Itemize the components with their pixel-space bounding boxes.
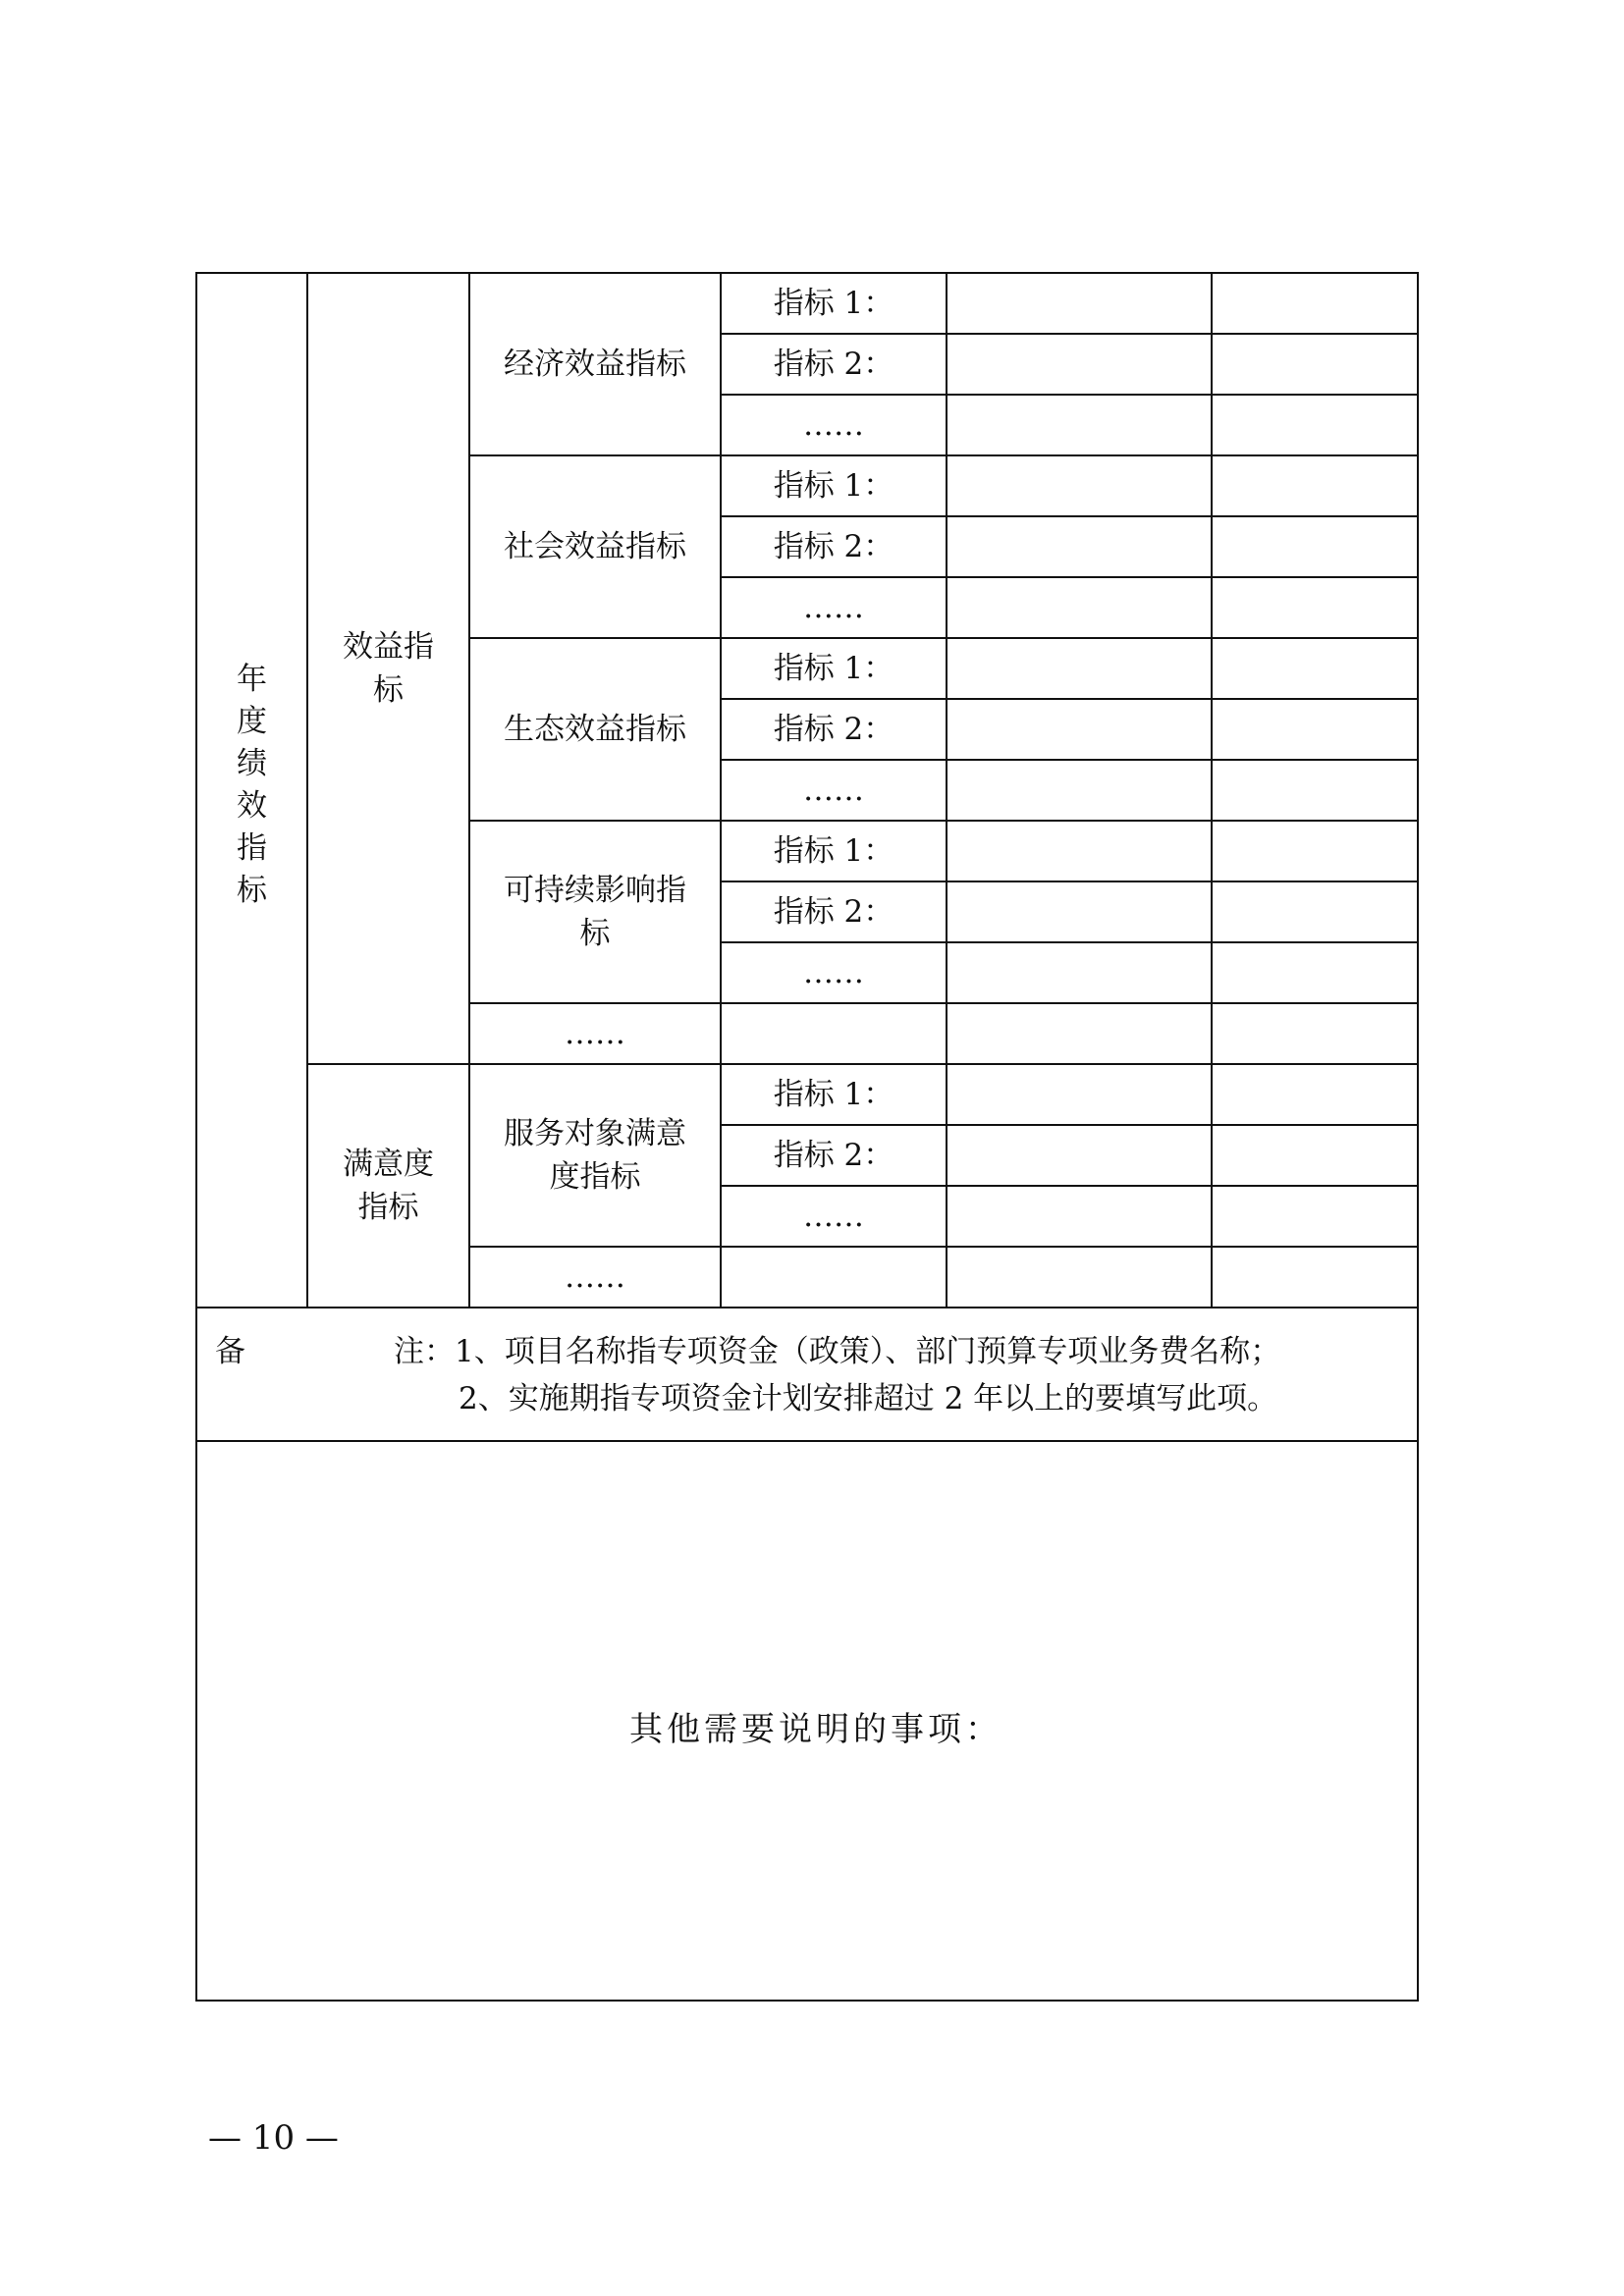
notes-line-1: 注：1、项目名称指专项资金（政策）、部门预算专项业务费名称； bbox=[394, 1334, 1281, 1369]
indicator-group-name: 社会效益指标 bbox=[469, 455, 721, 638]
indicator-value-cell[interactable] bbox=[947, 1003, 1212, 1064]
indicator-target-cell[interactable] bbox=[1212, 881, 1418, 942]
indicator-value-cell[interactable] bbox=[947, 638, 1212, 699]
satisfaction-category-label: 满意度指标 bbox=[307, 1064, 469, 1308]
indicator-value-cell[interactable] bbox=[947, 334, 1212, 395]
indicator-label: 指标 2： bbox=[721, 699, 947, 760]
other-items-title: 其他需要说明的事项： bbox=[629, 1710, 1002, 1749]
indicator-value-cell[interactable] bbox=[947, 1247, 1212, 1308]
indicator-target-cell[interactable] bbox=[1212, 1125, 1418, 1186]
indicator-label: 指标 2： bbox=[721, 334, 947, 395]
notes-row bbox=[196, 1308, 1418, 1441]
indicator-value-cell[interactable] bbox=[947, 760, 1212, 821]
indicator-group-name: 生态效益指标 bbox=[469, 638, 721, 821]
indicator-target-cell[interactable] bbox=[1212, 638, 1418, 699]
other-items-row bbox=[196, 1441, 1418, 2001]
indicator-value-cell[interactable] bbox=[947, 516, 1212, 577]
indicator-label: 指标 1： bbox=[721, 1064, 947, 1125]
indicator-value-cell[interactable] bbox=[947, 273, 1212, 334]
indicator-target-cell[interactable] bbox=[1212, 699, 1418, 760]
indicator-group-name: 经济效益指标 bbox=[469, 273, 721, 455]
indicator-label: 指标 1： bbox=[721, 273, 947, 334]
notes-cell bbox=[196, 1308, 1418, 1441]
indicator-value-cell[interactable] bbox=[947, 1125, 1212, 1186]
benefit-category-label: 效益指标 bbox=[307, 273, 469, 1064]
indicator-target-cell[interactable] bbox=[1212, 760, 1418, 821]
section-label bbox=[196, 273, 307, 1308]
table-row bbox=[196, 273, 1418, 334]
indicator-target-cell[interactable] bbox=[1212, 821, 1418, 881]
indicator-target-cell[interactable] bbox=[1212, 455, 1418, 516]
indicator-form bbox=[195, 272, 1417, 2002]
notes-label: 备 bbox=[215, 1334, 245, 1369]
other-items-cell[interactable] bbox=[196, 1441, 1418, 2001]
indicator-label: 指标 1： bbox=[721, 638, 947, 699]
indicator-value-cell[interactable] bbox=[947, 821, 1212, 881]
indicator-target-cell[interactable] bbox=[1212, 273, 1418, 334]
section-label-text: 年度绩效指标 bbox=[237, 662, 267, 908]
indicator-label: …… bbox=[721, 1186, 947, 1247]
indicator-value-cell[interactable] bbox=[947, 881, 1212, 942]
indicator-value-cell[interactable] bbox=[947, 455, 1212, 516]
performance-indicator-table bbox=[195, 272, 1419, 2002]
page-number: — 10 — bbox=[208, 2118, 339, 2158]
indicator-group-more: …… bbox=[469, 1247, 721, 1308]
indicator-group-name: 服务对象满意度指标 bbox=[469, 1064, 721, 1247]
indicator-target-cell[interactable] bbox=[1212, 1003, 1418, 1064]
indicator-label: …… bbox=[721, 395, 947, 455]
notes-block bbox=[197, 1308, 1417, 1440]
indicator-label: 指标 2： bbox=[721, 1125, 947, 1186]
indicator-target-cell[interactable] bbox=[1212, 395, 1418, 455]
indicator-value-cell[interactable] bbox=[947, 942, 1212, 1003]
indicator-label-cell[interactable] bbox=[721, 1003, 947, 1064]
indicator-group-more: …… bbox=[469, 1003, 721, 1064]
indicator-label: 指标 2： bbox=[721, 516, 947, 577]
indicator-label: 指标 1： bbox=[721, 455, 947, 516]
indicator-label: 指标 2： bbox=[721, 881, 947, 942]
indicator-label: …… bbox=[721, 760, 947, 821]
notes-line-2: 2、实施期指专项资金计划安排超过 2 年以上的要填写此项。 bbox=[459, 1381, 1278, 1416]
indicator-label: 指标 1： bbox=[721, 821, 947, 881]
indicator-value-cell[interactable] bbox=[947, 395, 1212, 455]
indicator-target-cell[interactable] bbox=[1212, 1064, 1418, 1125]
indicator-value-cell[interactable] bbox=[947, 1064, 1212, 1125]
indicator-value-cell[interactable] bbox=[947, 577, 1212, 638]
indicator-label-cell[interactable] bbox=[721, 1247, 947, 1308]
indicator-value-cell[interactable] bbox=[947, 699, 1212, 760]
indicator-target-cell[interactable] bbox=[1212, 516, 1418, 577]
table-row bbox=[196, 1064, 1418, 1125]
indicator-target-cell[interactable] bbox=[1212, 1247, 1418, 1308]
indicator-target-cell[interactable] bbox=[1212, 1186, 1418, 1247]
indicator-label: …… bbox=[721, 577, 947, 638]
indicator-target-cell[interactable] bbox=[1212, 577, 1418, 638]
indicator-label: …… bbox=[721, 942, 947, 1003]
indicator-group-name: 可持续影响指标 bbox=[469, 821, 721, 1003]
indicator-target-cell[interactable] bbox=[1212, 334, 1418, 395]
indicator-target-cell[interactable] bbox=[1212, 942, 1418, 1003]
indicator-value-cell[interactable] bbox=[947, 1186, 1212, 1247]
